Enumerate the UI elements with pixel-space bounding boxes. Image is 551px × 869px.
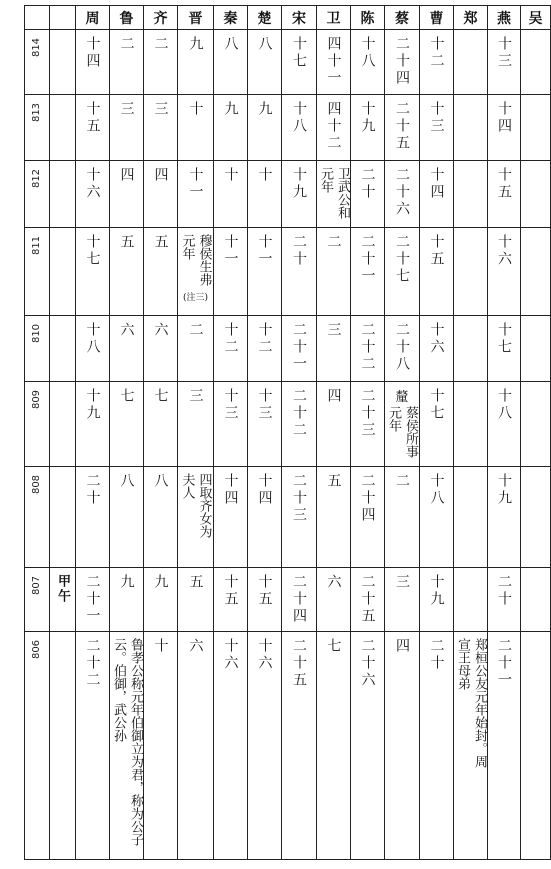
table-row <box>25 228 551 316</box>
table-row <box>25 30 551 95</box>
table-cell: 八 <box>110 467 144 568</box>
table-cell: 十五 <box>248 568 282 632</box>
table-row <box>25 568 551 632</box>
table-cell: 十六 <box>420 316 454 382</box>
table-cell: 十九 <box>488 467 521 568</box>
ganzhi-cell <box>50 382 76 467</box>
table-cell: 十三 <box>420 95 454 161</box>
table-cell: 十一 <box>248 228 282 316</box>
table-cell: 二十 <box>420 632 454 860</box>
table-cell: 十六 <box>214 632 248 860</box>
table-cell <box>454 228 488 316</box>
table-cell: 十三 <box>488 30 521 95</box>
table-cell <box>521 568 551 632</box>
table-cell: 十三 <box>214 382 248 467</box>
table-cell: 十 <box>178 95 214 161</box>
table-cell: 二十四 <box>385 30 420 95</box>
table-cell: 二十三 <box>282 467 317 568</box>
table-row <box>25 316 551 382</box>
table-cell: 釐 蔡侯所事元年 <box>385 382 420 467</box>
ganzhi-cell <box>50 316 76 382</box>
table-cell: 二 <box>317 228 351 316</box>
table-cell: 十一 <box>214 228 248 316</box>
table-cell: 四取齐女为夫人 <box>178 467 214 568</box>
table-cell: 四 <box>144 161 178 228</box>
table-cell: 八 <box>248 30 282 95</box>
table-cell <box>521 161 551 228</box>
table-cell: 三 <box>144 95 178 161</box>
year-cell: 812 <box>25 161 50 228</box>
table-cell: 五 <box>317 467 351 568</box>
table-cell: 十九 <box>282 161 317 228</box>
ganzhi-cell <box>50 30 76 95</box>
table-cell: 十五 <box>76 95 110 161</box>
year-cell: 810 <box>25 316 50 382</box>
table-cell: 十四 <box>248 467 282 568</box>
year-cell: 811 <box>25 228 50 316</box>
table-cell: 十一 <box>178 161 214 228</box>
table-cell: 二十四 <box>282 568 317 632</box>
ganzhi-cell <box>50 228 76 316</box>
table-cell: 九 <box>248 95 282 161</box>
header-wei: 卫 <box>317 6 351 30</box>
table-cell: 三 <box>317 316 351 382</box>
table-cell: 十三 <box>248 382 282 467</box>
table-cell <box>454 30 488 95</box>
table-cell: 十九 <box>351 95 385 161</box>
year-cell: 807 <box>25 568 50 632</box>
header-yan: 燕 <box>488 6 521 30</box>
table-cell: 二 <box>178 316 214 382</box>
header-row <box>25 6 551 30</box>
table-cell: 六 <box>110 316 144 382</box>
header-cai: 蔡 <box>385 6 420 30</box>
table-cell: 三 <box>385 568 420 632</box>
table-row <box>25 95 551 161</box>
table-cell: 四十一 <box>317 30 351 95</box>
table-cell: 十四 <box>76 30 110 95</box>
table-cell: 六 <box>317 568 351 632</box>
table-cell <box>454 95 488 161</box>
ganzhi-cell: 甲午 <box>50 568 76 632</box>
table-cell: 六 <box>178 632 214 860</box>
variant-char: 釐 <box>395 390 409 405</box>
table-row <box>25 161 551 228</box>
table-cell: 十二 <box>420 30 454 95</box>
table-cell: 十 <box>144 632 178 860</box>
table-cell: 二十七 <box>385 228 420 316</box>
table-cell <box>454 568 488 632</box>
header-qi: 齐 <box>144 6 178 30</box>
table-cell: 十八 <box>488 382 521 467</box>
table-cell <box>521 632 551 860</box>
header-cao: 曹 <box>420 6 454 30</box>
header-zhou: 周 <box>76 6 110 30</box>
table-cell: 二十五 <box>282 632 317 860</box>
table-cell: 十八 <box>420 467 454 568</box>
table-cell: 十五 <box>488 161 521 228</box>
table-cell: 二十 <box>351 161 385 228</box>
table-cell: 卫武公和元年 <box>317 161 351 228</box>
header-chen: 陈 <box>351 6 385 30</box>
table-cell <box>454 382 488 467</box>
table-cell <box>521 382 551 467</box>
header-chu: 楚 <box>248 6 282 30</box>
table-cell: 十七 <box>420 382 454 467</box>
table-cell <box>454 161 488 228</box>
table-cell: 二十 <box>488 568 521 632</box>
table-cell: 五 <box>178 568 214 632</box>
table-cell: 十五 <box>420 228 454 316</box>
table-cell: 十七 <box>282 30 317 95</box>
table-cell: 二十一 <box>351 228 385 316</box>
table-cell: 三 <box>110 95 144 161</box>
table-cell: 二十二 <box>282 382 317 467</box>
table-cell: 七 <box>317 632 351 860</box>
table-cell: 穆侯生弗元年 (注三) <box>178 228 214 316</box>
table-cell: 九 <box>110 568 144 632</box>
table-cell <box>454 467 488 568</box>
ganzhi-cell <box>50 161 76 228</box>
table-cell: 九 <box>214 95 248 161</box>
table-cell: 十 <box>214 161 248 228</box>
table-cell: 六 <box>144 316 178 382</box>
table-cell <box>521 30 551 95</box>
table-cell: 十九 <box>420 568 454 632</box>
table-cell <box>521 467 551 568</box>
table-cell: 十二 <box>248 316 282 382</box>
table-cell: 十七 <box>488 316 521 382</box>
table-cell: 十九 <box>76 382 110 467</box>
table-cell: 八 <box>144 467 178 568</box>
table-cell: 四 <box>317 382 351 467</box>
table-cell: 九 <box>178 30 214 95</box>
table-cell: 二十五 <box>351 568 385 632</box>
year-cell: 809 <box>25 382 50 467</box>
table-row <box>25 632 551 860</box>
table-cell: 二 <box>110 30 144 95</box>
table-cell: 十四 <box>488 95 521 161</box>
table-cell: 鲁孝公称元年伯御立为君，称为公子云。伯御，武公孙 <box>110 632 144 860</box>
year-cell: 813 <box>25 95 50 161</box>
table-cell: 十八 <box>351 30 385 95</box>
table-cell: 十五 <box>214 568 248 632</box>
year-cell: 814 <box>25 30 50 95</box>
table-cell: 十四 <box>214 467 248 568</box>
table-cell: 四 <box>385 632 420 860</box>
table-cell: 八 <box>214 30 248 95</box>
header-lu: 鲁 <box>110 6 144 30</box>
table-cell: 十六 <box>248 632 282 860</box>
table-cell: 七 <box>110 382 144 467</box>
table-cell: 二十五 <box>385 95 420 161</box>
table-cell: 四十二 <box>317 95 351 161</box>
table-cell: 十七 <box>76 228 110 316</box>
table-cell: 五 <box>144 228 178 316</box>
table-cell: 三 <box>178 382 214 467</box>
header-jin: 晋 <box>178 6 214 30</box>
table-cell: 十六 <box>76 161 110 228</box>
header-year <box>25 6 50 30</box>
table-cell: 十 <box>248 161 282 228</box>
year-cell: 806 <box>25 632 50 860</box>
table-row <box>25 467 551 568</box>
header-ganzhi <box>50 6 76 30</box>
table-cell: 二十二 <box>351 316 385 382</box>
table-cell: 五 <box>110 228 144 316</box>
table-cell: 二十一 <box>76 568 110 632</box>
year-cell: 808 <box>25 467 50 568</box>
ganzhi-cell <box>50 632 76 860</box>
table-cell: 十二 <box>214 316 248 382</box>
table-cell <box>521 228 551 316</box>
table-cell: 二十八 <box>385 316 420 382</box>
table-cell: 七 <box>144 382 178 467</box>
table-cell: 二十一 <box>488 632 521 860</box>
table-cell <box>521 95 551 161</box>
table-cell: 二十六 <box>385 161 420 228</box>
header-song: 宋 <box>282 6 317 30</box>
table-cell: 十八 <box>76 316 110 382</box>
table-cell: 郑桓公友元年始封。周宣王母弟 <box>454 632 488 860</box>
table-cell <box>454 316 488 382</box>
table-cell: 十六 <box>488 228 521 316</box>
footnote-ref: (注三) <box>182 293 209 303</box>
table-cell: 二 <box>385 467 420 568</box>
ganzhi-cell <box>50 467 76 568</box>
table-cell: 四 <box>110 161 144 228</box>
table-cell: 二十二 <box>76 632 110 860</box>
ganzhi-cell <box>50 95 76 161</box>
table-cell: 十八 <box>282 95 317 161</box>
table-cell: 二十一 <box>282 316 317 382</box>
table-row <box>25 382 551 467</box>
chronology-table <box>24 5 551 860</box>
table-cell <box>521 316 551 382</box>
table-cell: 二十六 <box>351 632 385 860</box>
table-cell: 二 <box>144 30 178 95</box>
table-cell: 二十三 <box>351 382 385 467</box>
table-cell: 二十 <box>282 228 317 316</box>
table-cell: 九 <box>144 568 178 632</box>
table-cell: 二十四 <box>351 467 385 568</box>
table-cell: 二十 <box>76 467 110 568</box>
header-qin: 秦 <box>214 6 248 30</box>
header-wu: 吴 <box>521 6 551 30</box>
header-zheng: 郑 <box>454 6 488 30</box>
table-cell: 十四 <box>420 161 454 228</box>
